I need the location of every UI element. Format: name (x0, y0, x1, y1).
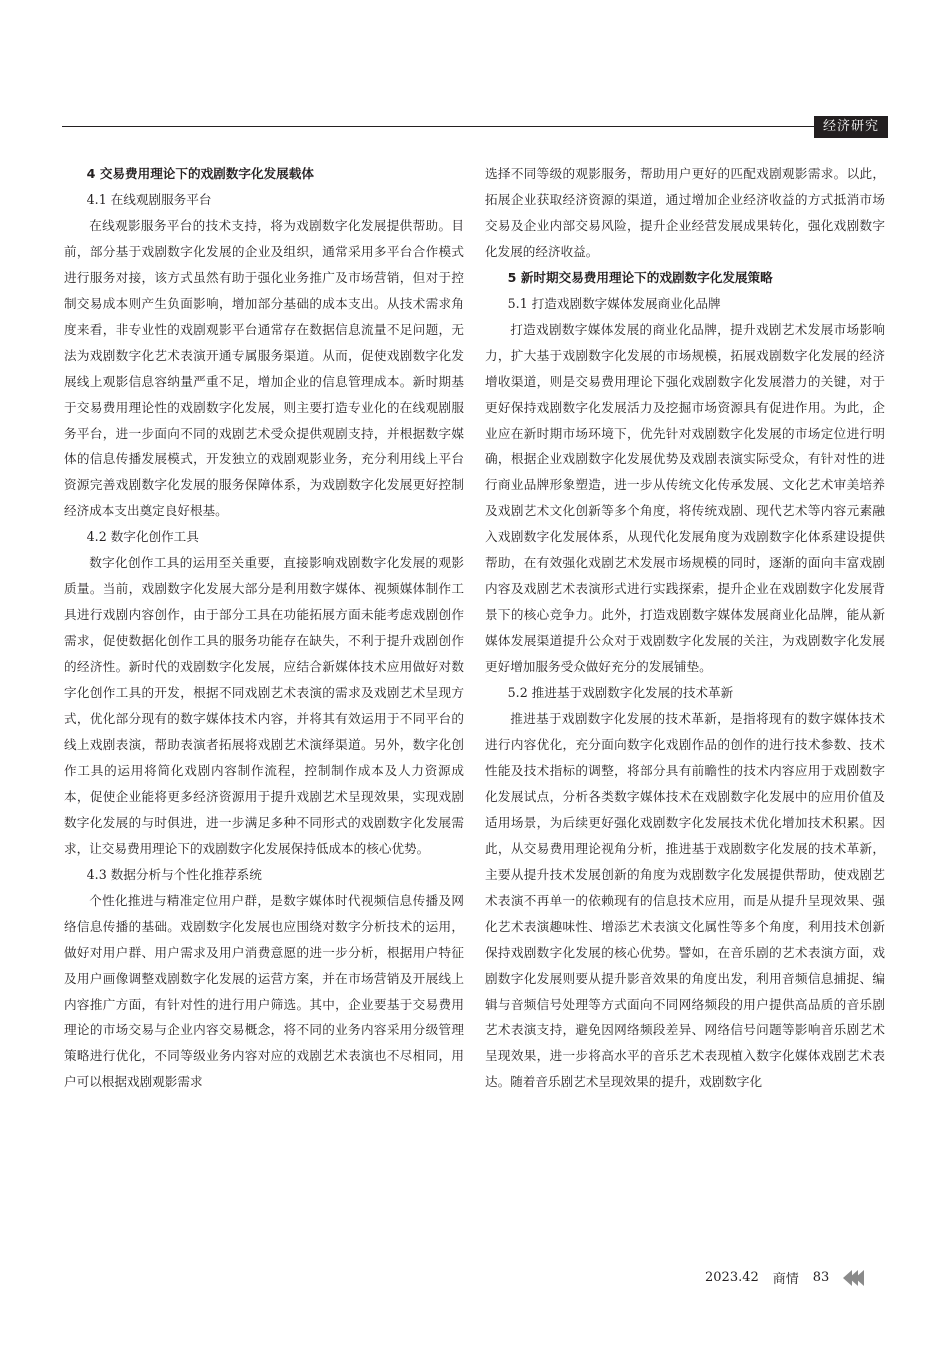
paragraph: 选择不同等级的观影服务，帮助用户更好的匹配戏剧观影需求。以此，拓展企业获取经济资源的渠道，通过增加企业经济收益的方式抵消市场交易及企业内部交易风险，提升企业经营发展成果转化，强化戏剧数字化发展的经济收益。 (485, 166, 885, 259)
issue-number: 2023.42 (705, 1270, 759, 1285)
subsection-heading: 4.3 数据分析与个性化推荐系统 (86, 866, 262, 882)
right-column (485, 161, 885, 1095)
paragraph: 在线观影服务平台的技术支持，将为戏剧数字化发展提供帮助。目前，部分基于戏剧数字化发展的企业及组织，通常采用多平台合作模式进行服务对接，该方式虽然有助于强化业务推广及市场营销，但对于控制交易成本则产生负面影响，增加部分基础的成本支出。从技术需求角度来看，非专业性的戏剧观影平台通常存在数据信息流量不足问题，无法为戏剧数字化艺术表演开通专属服务渠道。从而，促使戏剧数字化发展线上观影信息容纳量严重不足，增加企业的信息管理成本。新时期基于交易费用理论性的戏剧数字化发展，则主要打造专业化的在线观剧服务平台，进一步面向不同的戏剧艺术受众提供观剧支持，并根据数字媒体的信息传播发展模式，开发独立的戏剧观影业务，充分利用线上平台资源完善戏剧数字化发展的服务保障体系，为戏剧数字化发展更好控制经济成本支出奠定良好根基。 (64, 217, 464, 519)
section-label: 经济研究 (814, 116, 888, 138)
subsection-heading: 5.2 推进基于戏剧数字化发展的技术革新 (507, 685, 734, 701)
section-heading: 5 新时期交易费用理论下的戏剧数字化发展策略 (507, 269, 773, 285)
triple-left-chevron-icon (843, 1270, 861, 1286)
header-rule (62, 126, 888, 127)
left-column (64, 161, 464, 1095)
page-number: 83 (812, 1270, 830, 1285)
subsection-heading: 5.1 打造戏剧数字媒体发展商业化品牌 (507, 295, 721, 311)
paragraph: 数字化创作工具的运用至关重要，直接影响戏剧数字化发展的观影质量。当前，戏剧数字化发展大部分是利用数字媒体、视频媒体制作工具进行戏剧内容创作，由于部分工具在功能拓展方面未能考虑戏剧创作需求，促使数据化创作工具的服务功能存在缺失，不利于提升戏剧创作的经济性。新时代的戏剧数字化发展，应结合新媒体技术应用做好对数字化创作工具的开发，根据不同戏剧艺术表演的需求及戏剧艺术呈现方式，优化部分现有的数字媒体技术内容，并将其有效运用于不同平台的线上戏剧表演，帮助表演者拓展将戏剧艺术演绎渠道。另外，数字化创作工具的运用将简化戏剧内容制作流程，控制制作成本及人力资源成本，促使企业能将更多经济资源用于提升戏剧艺术呈现效果，实现戏剧数字化发展的与时俱进，进一步满足多种不同形式的戏剧数字化发展需求，让交易费用理论下的戏剧数字化发展保持低成本的核心优势。 (64, 555, 464, 856)
page-footer (705, 1268, 861, 1287)
section-heading: 4 交易费用理论下的戏剧数字化发展载体 (86, 166, 314, 181)
paragraph: 打造戏剧数字媒体发展的商业化品牌，提升戏剧艺术发展市场影响力，扩大基于戏剧数字化发展的市场规模，拓展戏剧数字化发展的经济增收渠道，则是交易费用理论下强化戏剧数字化发展潜力的关键，对于更好保持戏剧数字化发展活力及挖掘市场资源具有促进作用。为此，企业应在新时期市场环境下，优先针对戏剧数字化发展的市场定位进行明确，根据企业戏剧数字化发展优势及戏剧表演实际受众，有针对性的进行商业品牌形象塑造，进一步从传统文化传承发展、文化艺术审美培养及戏剧艺术文化创新等多个角度，将传统戏剧、现代艺术等内容元素融入戏剧数字化发展体系，从现代化发展角度为戏剧数字化体系建设提供帮助，在有效强化戏剧艺术发展市场规模的同时，逐渐的面向丰富戏剧内容及戏剧艺术表演形式进行实践探索，提升企业在戏剧数字化发展背景下的核心竞争力。此外，打造戏剧数字媒体发展商业化品牌，能从新媒体发展渠道提升公众对于戏剧数字化发展的关注，为戏剧数字化发展更好增加服务受众做好充分的发展铺垫。 (485, 321, 885, 675)
paragraph: 个性化推进与精准定位用户群，是数字媒体时代视频信息传播及网络信息传播的基础。戏剧数字化发展也应围绕对数字分析技术的运用，做好对用户群、用户需求及用户消费意愿的进一步分析，根据用户特征及用户画像调整戏剧数字化发展的运营方案，并在市场营销及开展线上内容推广方面，有针对性的进行用户筛选。其中，企业要基于交易费用理论的市场交易与企业内容交易概念，将不同的业务内容采用分级管理策略进行优化，不同等级业务内容对应的戏剧艺术表演也不尽相同，用户可以根据戏剧观影需求 (64, 892, 464, 1090)
subsection-heading: 4.2 数字化创作工具 (86, 529, 199, 545)
subsection-heading: 4.1 在线观剧服务平台 (86, 191, 212, 207)
journal-name: 商情 (772, 1272, 799, 1287)
paragraph: 推进基于戏剧数字化发展的技术革新，是指将现有的数字媒体技术进行内容优化，充分面向数字化戏剧作品的创作的进行技术参数、技术性能及技术指标的调整，将部分具有前瞻性的技术内容应用于戏剧数字化发展试点，分析各类数字媒体技术在戏剧数字化发展中的应用价值及适用场景，为后续更好强化戏剧数字化发展技术优化增加技术积累。因此，从交易费用理论视角分析，推进基于戏剧数字化发展的技术革新，主要从提升技术发展创新的角度为戏剧数字化发展提供帮助，使戏剧艺术表演不再单一的依赖现有的信息技术应用，而是从提升呈现效果、强化艺术表演趣味性、增添艺术表演文化属性等多个角度，利用技术创新保持戏剧数字化发展的核心优势。譬如，在音乐剧的艺术表演方面，戏剧数字化发展则要从提升影音效果的角度出发，利用音频信息捕捉、编辑与音频信号处理等方式面向不同网络频段的用户提供高品质的音乐剧艺术表演支持，避免因网络频段差异、网络信号问题等影响音乐剧艺术呈现效果，进一步将高水平的音乐艺术表现植入数字化媒体戏剧艺术表达。随着音乐剧艺术呈现效果的提升，戏剧数字化 (485, 711, 885, 1090)
